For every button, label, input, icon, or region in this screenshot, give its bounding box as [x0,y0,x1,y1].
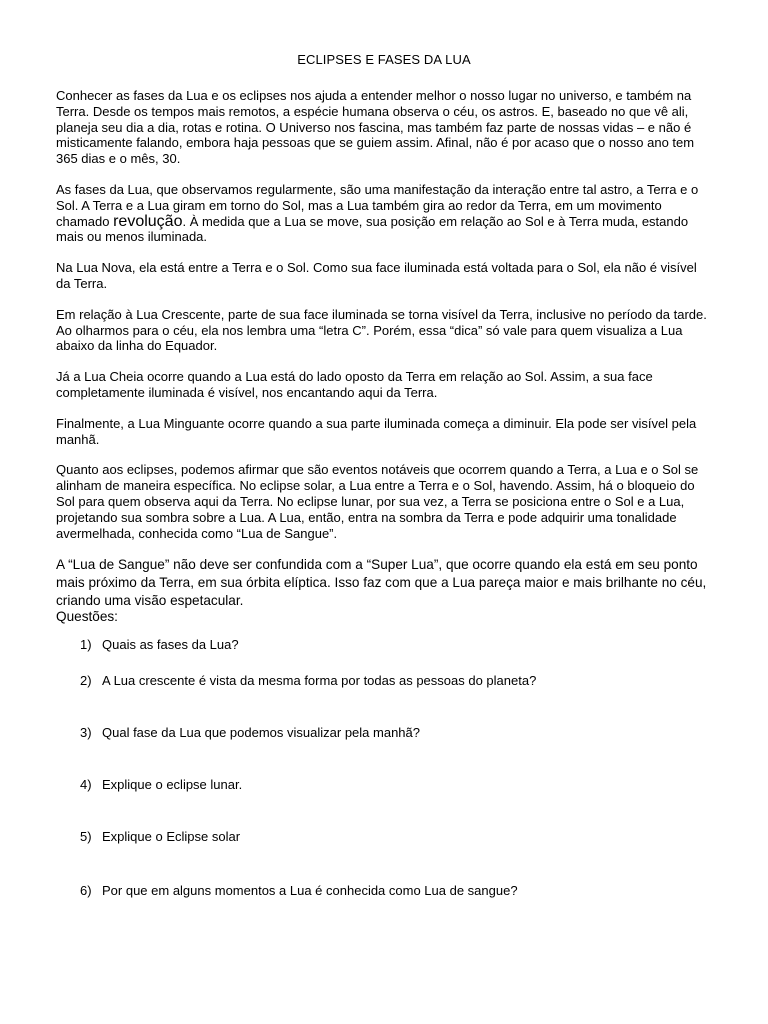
question-number: 1) [80,637,92,653]
paragraph-new-moon: Na Lua Nova, ela está entre a Terra e o Sol. Como sua face iluminada está voltada para o Sol, ela não é visível da Terra. [56,260,697,291]
paragraph-eclipses: Quanto aos eclipses, podemos afirmar que são eventos notáveis que ocorrem quando a Terra, a Lua e o Sol se alinham de maneira específica. No eclipse solar, a Lua entre a Terra e o Sol, havendo. Assim, há o bloqueio do Sol para quem observa aqui da Terra. No eclipse lunar, por sua vez, a Terra se posiciona entre o Sol e a Lua, projetando sua sombra sobre a Lua. A Lua, então, entra na sombra da Terra e pode adquirir uma tonalidade avermelhada, conhecida como “Lua de Sangue”. [56,462,699,541]
question-text: Explique o eclipse lunar. [102,777,243,793]
paragraph-intro: Conhecer as fases da Lua e os eclipses nos ajuda a entender melhor o nosso lugar no universo, e também na Terra. Desde os tempos mais remotos, a espécie humana observa o céu, os astros. E, baseado no que vê ali, planeja seu dia a dia, rotas e rotina. O Universo nos fascina, mas também faz parte de nossas vidas – e não é misticamente falando, embora haja pessoas que se guiem assim. Afinal, não é por acaso que o nosso ano tem 365 dias e o mês, 30. [56,88,695,167]
question-number: 3) [80,725,92,741]
questions-list [56,637,712,899]
question-number: 5) [80,829,92,845]
question-text: Quais as fases da Lua? [102,637,239,653]
paragraph-full-moon: Já a Lua Cheia ocorre quando a Lua está do lado oposto da Terra em relação ao Sol. Assim, a sua face completamente iluminada é visível, nos encantando aqui da Terra. [56,369,653,400]
question-text: Qual fase da Lua que podemos visualizar pela manhã? [102,725,420,741]
list-item [80,829,712,845]
question-number: 2) [80,673,92,689]
questions-label: Questões: [56,609,118,625]
list-item [80,637,712,653]
question-text: Por que em alguns momentos a Lua é conhecida como Lua de sangue? [102,883,518,899]
question-number: 6) [80,883,92,899]
paragraph-phases [56,182,712,245]
paragraph-phases-emphasis: revolução [113,212,183,230]
list-item [80,673,712,689]
question-text: Explique o Eclipse solar [102,829,241,845]
paragraph-phases-before: As fases da Lua, que observamos regularmente, são uma manifestação da interação entre tal astro, a Terra e o Sol. A Terra e a Lua giram em torno do Sol, mas a Lua também gira ao redor da Terra, em um movimento chamado [56,181,699,229]
paragraph-blood-moon: A “Lua de Sangue” não deve ser confundida com a “Super Lua”, que ocorre quando ela está em seu ponto mais próximo da Terra, em sua órbita elíptica. Isso faz com que a Lua pareça maior e mais brilhante no céu, criando uma visão espetacular. [56,557,707,608]
paragraph-waxing-moon: Em relação à Lua Crescente, parte de sua face iluminada se torna visível da Terra, inclusive no período da tarde. Ao olharmos para o céu, ela nos lembra uma “letra C”. Porém, essa “dica” só vale para quem visualiza a Lua abaixo da linha do Equador. [56,306,707,354]
list-item [80,777,712,793]
question-number: 4) [80,777,92,793]
question-text: A Lua crescente é vista da mesma forma por todas as pessoas do planeta? [102,673,537,689]
document-title: ECLIPSES E FASES DA LUA [297,52,471,67]
list-item [80,883,712,899]
paragraph-phases-after: . À medida que a Lua se move, sua posição em relação ao Sol e à Terra muda, estando mais ou menos iluminada. [56,213,689,245]
paragraph-waning-moon: Finalmente, a Lua Minguante ocorre quando a sua parte iluminada começa a diminuir. Ela pode ser visível pela manhã. [56,415,697,447]
list-item [80,725,712,741]
